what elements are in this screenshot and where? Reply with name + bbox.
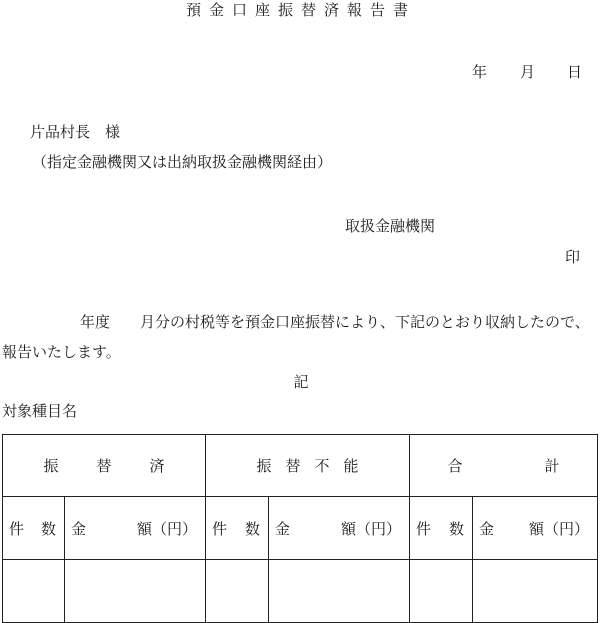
- addressee: 片品村長 様: [30, 123, 121, 141]
- data-row: [3, 560, 598, 623]
- amount-cell[interactable]: [473, 560, 598, 623]
- amount-cell[interactable]: [65, 560, 206, 623]
- amount-cell[interactable]: [269, 560, 410, 623]
- group-header-row: [3, 435, 598, 497]
- report-table: [2, 434, 598, 623]
- count-header: 件 数: [206, 497, 269, 560]
- amount-header: 金 額（円）: [65, 497, 206, 560]
- group-header-total: 合 計: [410, 435, 598, 497]
- amount-header: 金 額（円）: [269, 497, 410, 560]
- date-year: 年: [472, 63, 488, 81]
- body-text-main: 月分の村税等を預金口座振替により、下記のとおり収納したので、: [140, 313, 590, 331]
- amount-header: 金 額（円）: [473, 497, 598, 560]
- group-header-transferred: 振 替 済: [3, 435, 206, 497]
- column-header-row: [3, 497, 598, 560]
- body-text-line1: [80, 313, 590, 331]
- group-header-failed: 振 替 不 能: [206, 435, 410, 497]
- date-day: 日: [567, 63, 583, 81]
- fiscal-year-label: 年度: [80, 313, 111, 331]
- institution-label: 取扱金融機関: [345, 217, 436, 235]
- document-title: 預金口座振替済報告書: [185, 1, 416, 19]
- target-item-label: 対象種目名: [2, 402, 78, 420]
- routing-note: （指定金融機関又は出納取扱金融機関経由）: [32, 153, 333, 171]
- seal-mark: 印: [565, 248, 581, 266]
- count-header: 件 数: [3, 497, 65, 560]
- body-text-line2: 報告いたします。: [2, 343, 121, 361]
- count-cell[interactable]: [206, 560, 269, 623]
- ki-heading: 記: [293, 373, 309, 391]
- date-month: 月: [520, 63, 536, 81]
- count-header: 件 数: [410, 497, 473, 560]
- count-cell[interactable]: [3, 560, 65, 623]
- count-cell[interactable]: [410, 560, 473, 623]
